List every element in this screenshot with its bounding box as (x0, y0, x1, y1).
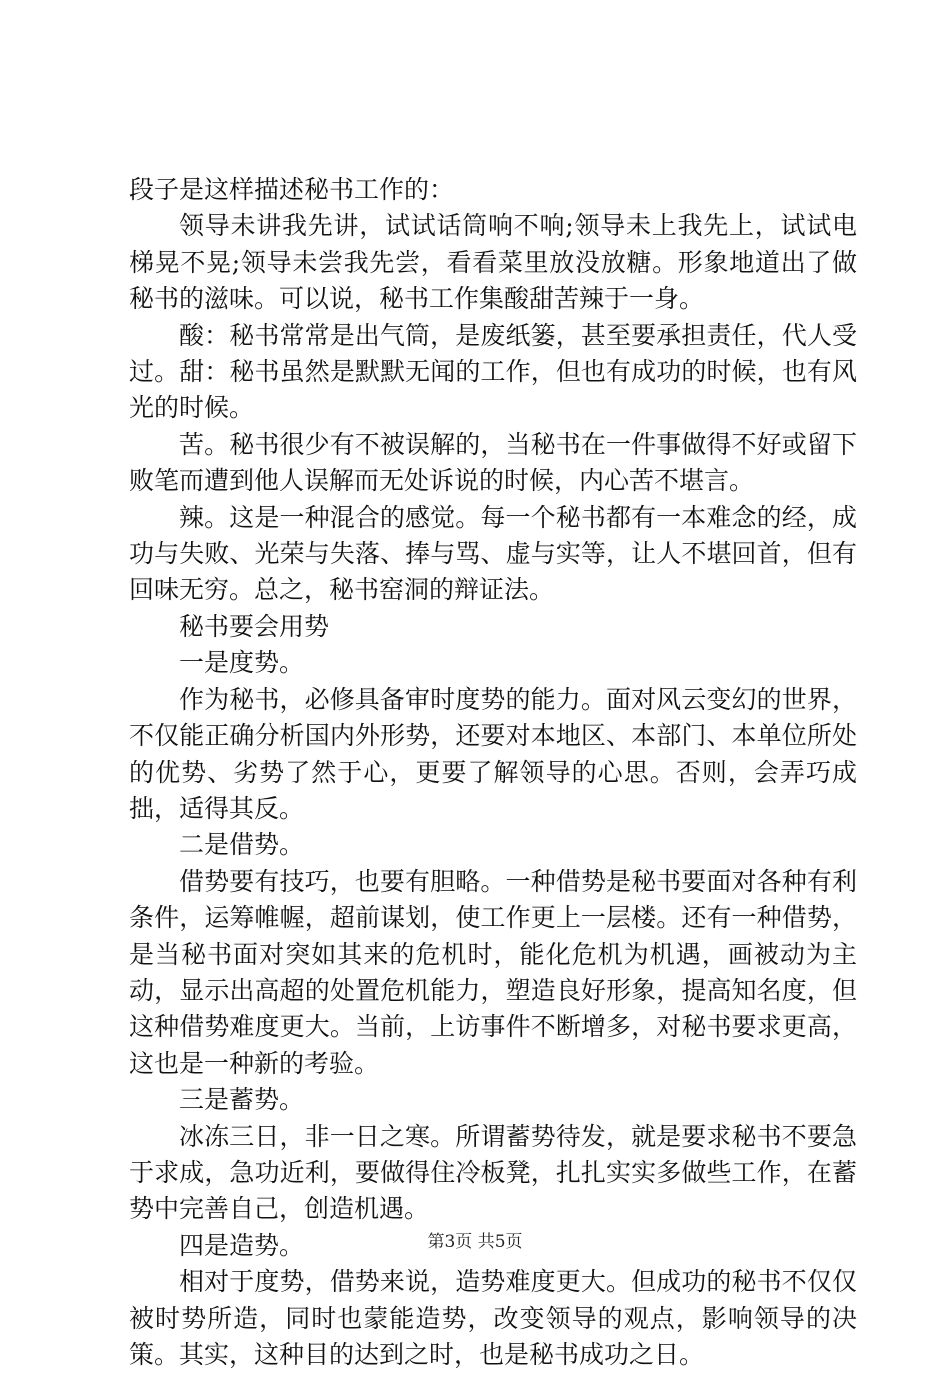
paragraph: 苦。秘书很少有不被误解的，当秘书在一件事做得不好或留下败笔而遭到他人误解而无处诉说的时候，内心苦不堪言。 (129, 429, 857, 496)
subheading: 一是度势。 (179, 648, 305, 678)
subheading: 四是造势。 (179, 1230, 305, 1260)
paragraph: 冰冻三日，非一日之寒。所谓蓄势待发，就是要求秘书不要急于求成，急功近利，要做得住冷板凳，扎扎实实多做些工作，在蓄势中完善自己，创造机遇。 (129, 1121, 857, 1224)
subheading: 三是蓄势。 (179, 1085, 305, 1115)
paragraph: 酸：秘书常常是出气筒，是废纸篓，甚至要承担责任，代人受过。甜：秘书虽然是默默无闻的工作，但也有成功的时候，也有风光的时候。 (129, 320, 857, 423)
paragraph: 段子是这样描述秘书工作的： (129, 175, 455, 204)
paragraph: 相对于度势，借势来说，造势难度更大。但成功的秘书不仅仅被时势所造，同时也蒙能造势，改变领导的观点，影响领导的决策。其实，这种目的达到之时，也是秘书成功之日。 (129, 1267, 857, 1369)
paragraph: 辣。这是一种混合的感觉。每一个秘书都有一本难念的经，成功与失败、光荣与失落、捧与骂、虚与实等，让人不堪回首，但有回味无穷。总之，秘书窑洞的辩证法。 (129, 502, 857, 605)
document-body (129, 172, 857, 1373)
paragraph: 作为秘书，必修具备审时度势的能力。面对风云变幻的世界，不仅能正确分析国内外形势，还要对本地区、本部门、本单位所处的优势、劣势了然于心，更要了解领导的心思。否则，会弄巧成拙，适得其反。 (129, 684, 857, 823)
paragraph: 借势要有技巧，也要有胆略。一种借势是秘书要面对各种有利条件，运筹帷幄，超前谋划，使工作更上一层楼。还有一种借势，是当秘书面对突如其来的危机时，能化危机为机遇，画被动为主动，显示出高超的处置危机能力，塑造良好形象，提高知名度，但这种借势难度更大。当前，上访事件不断增多，对秘书要求更高，这也是一种新的考验。 (129, 866, 857, 1078)
subheading: 二是借势。 (179, 830, 305, 860)
page-number-footer: 第3页 共5页 (427, 1232, 523, 1252)
paragraph: 领导未讲我先讲，试试话筒响不响;领导未上我先上，试试电梯晃不晃;领导未尝我先尝，看看菜里放没放糖。形象地道出了做秘书的滋味。可以说，秘书工作集酸甜苦辣于一身。 (129, 211, 857, 314)
section-heading: 秘书要会用势 (179, 611, 330, 641)
